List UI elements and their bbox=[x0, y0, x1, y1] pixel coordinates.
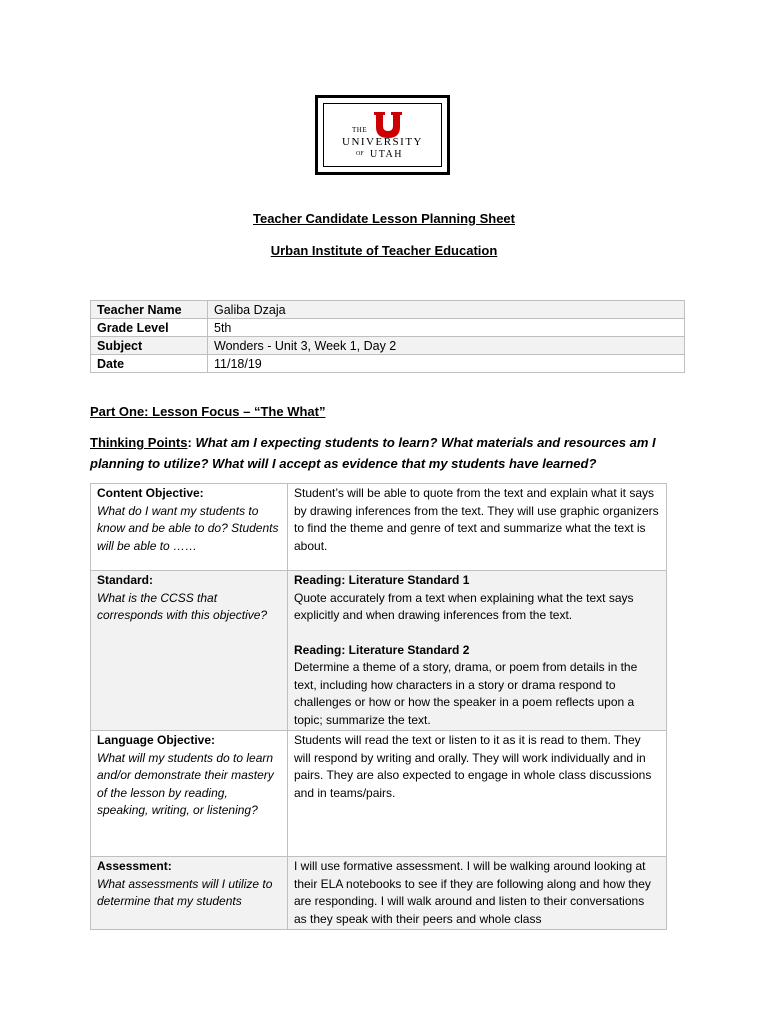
content-objective-heading: Content Objective: bbox=[97, 486, 204, 500]
info-value: Galiba Dzaja bbox=[208, 301, 685, 319]
language-objective-text: Students will read the text or listen to it as it is read to them. They will respond by writing and orally. They will work individually and in pairs. They are also expected to engage in whole class discussions and in teams/pairs. bbox=[294, 733, 652, 800]
info-row bbox=[91, 319, 685, 337]
content-objective-response bbox=[288, 484, 667, 571]
content-objective-row bbox=[91, 484, 667, 571]
assessment-heading: Assessment: bbox=[97, 859, 172, 873]
language-objective-prompt: What will my students do to learn and/or demonstrate their mastery of the lesson by reading, speaking, writing, or listening? bbox=[97, 750, 274, 817]
info-label: Subject bbox=[91, 337, 208, 355]
teacher-info-table bbox=[90, 300, 685, 373]
standard-2-title: Reading: Literature Standard 2 bbox=[294, 642, 470, 657]
thinking-points-label: Thinking Points bbox=[90, 435, 188, 450]
info-label: Date bbox=[91, 355, 208, 373]
standard-1-title: Reading: Literature Standard 1 bbox=[294, 573, 470, 587]
info-value: Wonders - Unit 3, Week 1, Day 2 bbox=[208, 337, 685, 355]
university-logo bbox=[315, 95, 450, 175]
content-objective-text: Student’s will be able to quote from the text and explain what it says by drawing inferences from the text. They will use graphic organizers to find the theme and genre of text and summarize what the text is about. bbox=[294, 486, 659, 553]
standard-2-text: Determine a theme of a story, drama, or poem from details in the text, including how characters in a story or drama respond to challenges or how or how the speaker in a poem reflects upon a topic; summarize the text. bbox=[294, 660, 638, 727]
assessment-text: I will use formative assessment. I will be walking around looking at their ELA notebooks to see if they are following along and how they are responding. I will walk around and listen to their conversations as they speak with their peers and whole class bbox=[294, 859, 651, 926]
thinking-question-1: What am I expecting students to learn? What materials and resources am I planning to utilize? bbox=[90, 435, 656, 471]
part-one-heading: Part One: Lesson Focus – “The What” bbox=[90, 404, 326, 419]
assessment-cell bbox=[91, 857, 288, 930]
content-objective-cell bbox=[91, 484, 288, 571]
content-objective-prompt: What do I want my students to know and be able to do? Students will be able to …… bbox=[97, 503, 279, 553]
assessment-response bbox=[288, 857, 667, 930]
logo-frame bbox=[323, 103, 442, 167]
logo-the: THE bbox=[352, 126, 368, 134]
info-value: 5th bbox=[208, 319, 685, 337]
language-objective-response bbox=[288, 731, 667, 857]
institute-title: Urban Institute of Teacher Education bbox=[270, 243, 498, 258]
logo-of: OF bbox=[356, 151, 364, 157]
standard-cell bbox=[91, 571, 288, 731]
spacer bbox=[294, 625, 660, 642]
language-objective-cell bbox=[91, 731, 288, 857]
info-label: Teacher Name bbox=[91, 301, 208, 319]
thinking-question-2: What will I accept as evidence that my students have learned? bbox=[208, 456, 597, 471]
assessment-row bbox=[91, 857, 667, 930]
language-objective-row bbox=[91, 731, 667, 857]
thinking-colon: : bbox=[187, 435, 196, 450]
thinking-points bbox=[90, 432, 690, 474]
info-row bbox=[91, 355, 685, 373]
sheet-title: Teacher Candidate Lesson Planning Sheet bbox=[253, 211, 515, 226]
logo-university: UNIVERSITY bbox=[342, 136, 423, 148]
info-value: 11/18/19 bbox=[208, 355, 685, 373]
block-u-icon bbox=[374, 112, 402, 138]
standard-response bbox=[288, 571, 667, 731]
standard-heading: Standard: bbox=[97, 573, 154, 587]
info-row bbox=[91, 301, 685, 319]
logo-utah: UTAH bbox=[370, 149, 403, 160]
assessment-prompt: What assessments will I utilize to determine that my students bbox=[97, 876, 273, 908]
standard-row bbox=[91, 571, 667, 731]
lesson-focus-table bbox=[90, 483, 667, 930]
info-label: Grade Level bbox=[91, 319, 208, 337]
standard-prompt: What is the CCSS that corresponds with this objective? bbox=[97, 590, 268, 622]
info-row bbox=[91, 337, 685, 355]
standard-1-text: Quote accurately from a text when explaining what the text says explicitly and when drawing inferences from the text. bbox=[294, 590, 634, 622]
language-objective-heading: Language Objective: bbox=[97, 733, 216, 747]
